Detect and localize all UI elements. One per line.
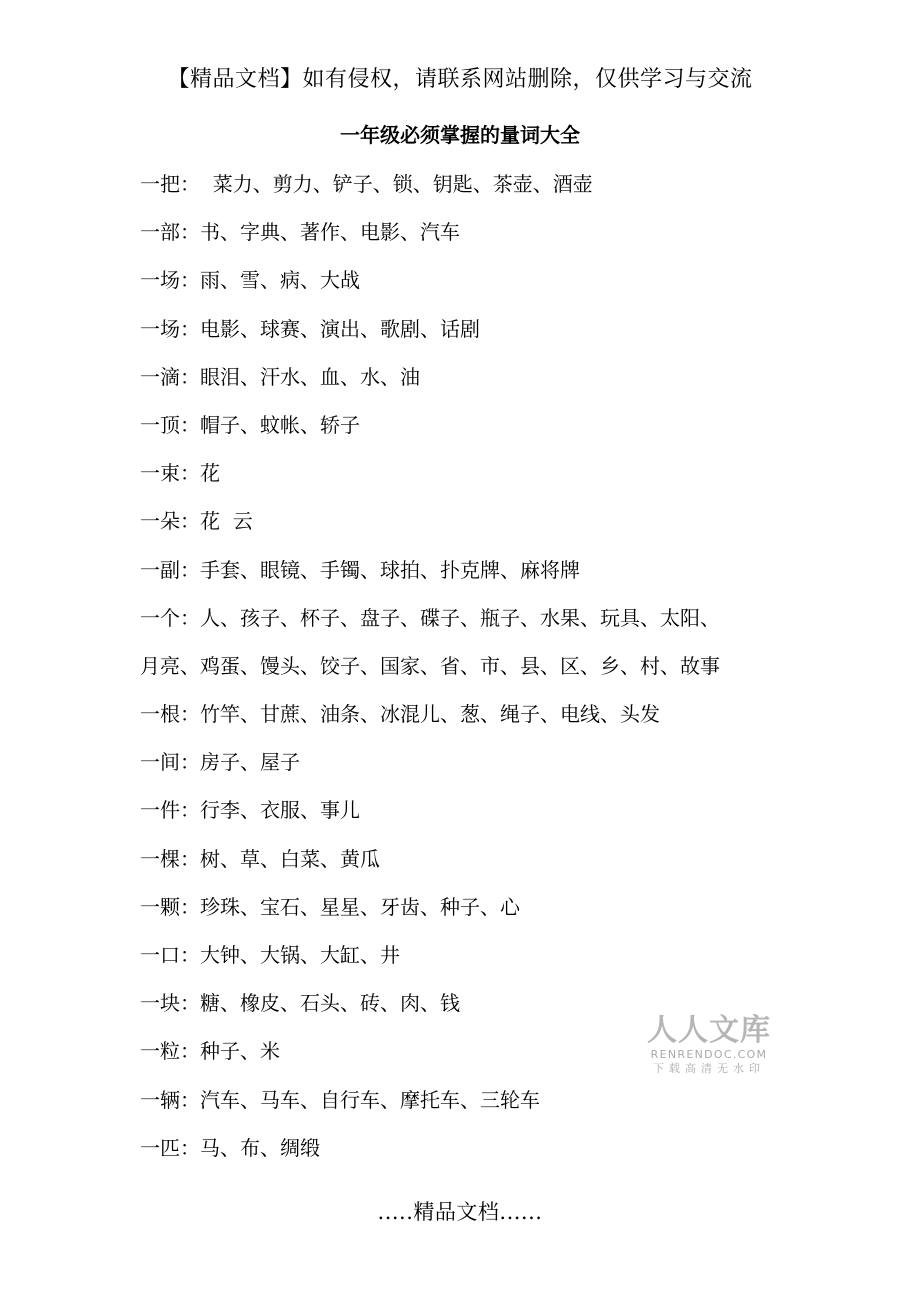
entry-head: 一棵： [140,846,200,871]
entry-items: 月亮、鸡蛋、馒头、饺子、国家、省、市、县、区、乡、村、故事 [140,653,720,678]
entry-items: 电影、球赛、演出、歌剧、话剧 [200,316,480,341]
entry-head: 一个： [140,605,200,630]
entry-row [140,166,790,214]
entry-row [140,744,790,792]
entry-row-continuation [140,648,790,696]
entry-head: 一根： [140,702,200,727]
entry-head: 一滴： [140,364,200,389]
entry-items: 眼泪、汗水、血、水、油 [200,364,420,389]
entry-items: 人、孩子、杯子、盘子、碟子、瓶子、水果、玩具、太阳、 [200,605,720,630]
watermark-main-text: 人人文库 [647,1013,771,1048]
entry-row [140,696,790,744]
entry-head: 一粒： [140,1039,200,1064]
entry-row [140,455,790,503]
entry-head: 一颗： [140,894,200,919]
entry-head: 一场： [140,268,200,293]
entry-head: 一朵： [140,509,200,534]
entry-head: 一辆： [140,1087,200,1112]
entry-head: 一顶： [140,412,200,437]
entry-items: 菜力、剪力、铲子、锁、钥匙、茶壶、酒壶 [200,172,593,196]
entry-head: 一间： [140,750,200,775]
entry-items: 珍珠、宝石、星星、牙齿、种子、心 [200,894,520,919]
entry-head: 一把： [140,172,200,196]
entry-items: 花 云 [200,509,253,534]
entry-head: 一束： [140,461,200,486]
entry-items: 行李、衣服、事儿 [200,798,360,823]
entry-items: 手套、眼镜、手镯、球拍、扑克牌、麻将牌 [200,557,580,582]
entry-row [140,792,790,840]
entry-items: 花 [200,461,220,486]
entry-row [140,214,790,262]
entry-items: 雨、雪、病、大战 [200,268,360,293]
entry-row [140,407,790,455]
entry-head: 一口： [140,943,200,967]
entry-items: 房子、屋子 [200,750,300,775]
entry-items: 马、布、绸缎 [200,1135,320,1160]
entry-head: 一匹： [140,1135,200,1160]
entry-items: 糖、橡皮、石头、砖、肉、钱 [200,991,460,1016]
entry-head: 一部： [140,220,200,245]
entry-row [140,359,790,407]
entry-row [140,503,790,551]
watermark-domain: RENRENDOC.COM [650,1048,768,1061]
entry-items: 汽车、马车、自行车、摩托车、三轮车 [200,1087,540,1112]
document-title: 一年级必须掌握的量词大全 [340,123,580,147]
entry-row [140,1130,790,1178]
watermark-tagline: 下载高清无水印 [653,1062,765,1075]
entry-row [140,552,790,600]
entry-items: 树、草、白菜、黄瓜 [200,846,380,871]
entry-row [140,311,790,359]
entry-row [140,1082,790,1130]
page-footer: .....精品文档...... [377,1200,543,1224]
entry-items: 帽子、蚊帐、轿子 [200,412,360,437]
entry-items: 大钟、大锅、大缸、井 [200,943,400,967]
entry-items: 竹竿、甘蔗、油条、冰混儿、葱、绳子、电线、头发 [200,702,660,727]
entry-head: 一场： [140,316,200,341]
entry-row [140,841,790,889]
page-header: 【精品文档】如有侵权，请联系网站删除，仅供学习与交流 [167,67,753,92]
entry-row [140,600,790,648]
entry-items: 书、字典、著作、电影、汽车 [200,220,460,245]
entry-head: 一副： [140,557,200,582]
entry-items: 种子、米 [200,1039,280,1064]
entry-head: 一块： [140,991,200,1016]
watermark-logo [646,1014,772,1076]
entry-row [140,889,790,937]
entry-head: 一件： [140,798,200,823]
entry-row [140,937,790,985]
entry-row [140,262,790,310]
